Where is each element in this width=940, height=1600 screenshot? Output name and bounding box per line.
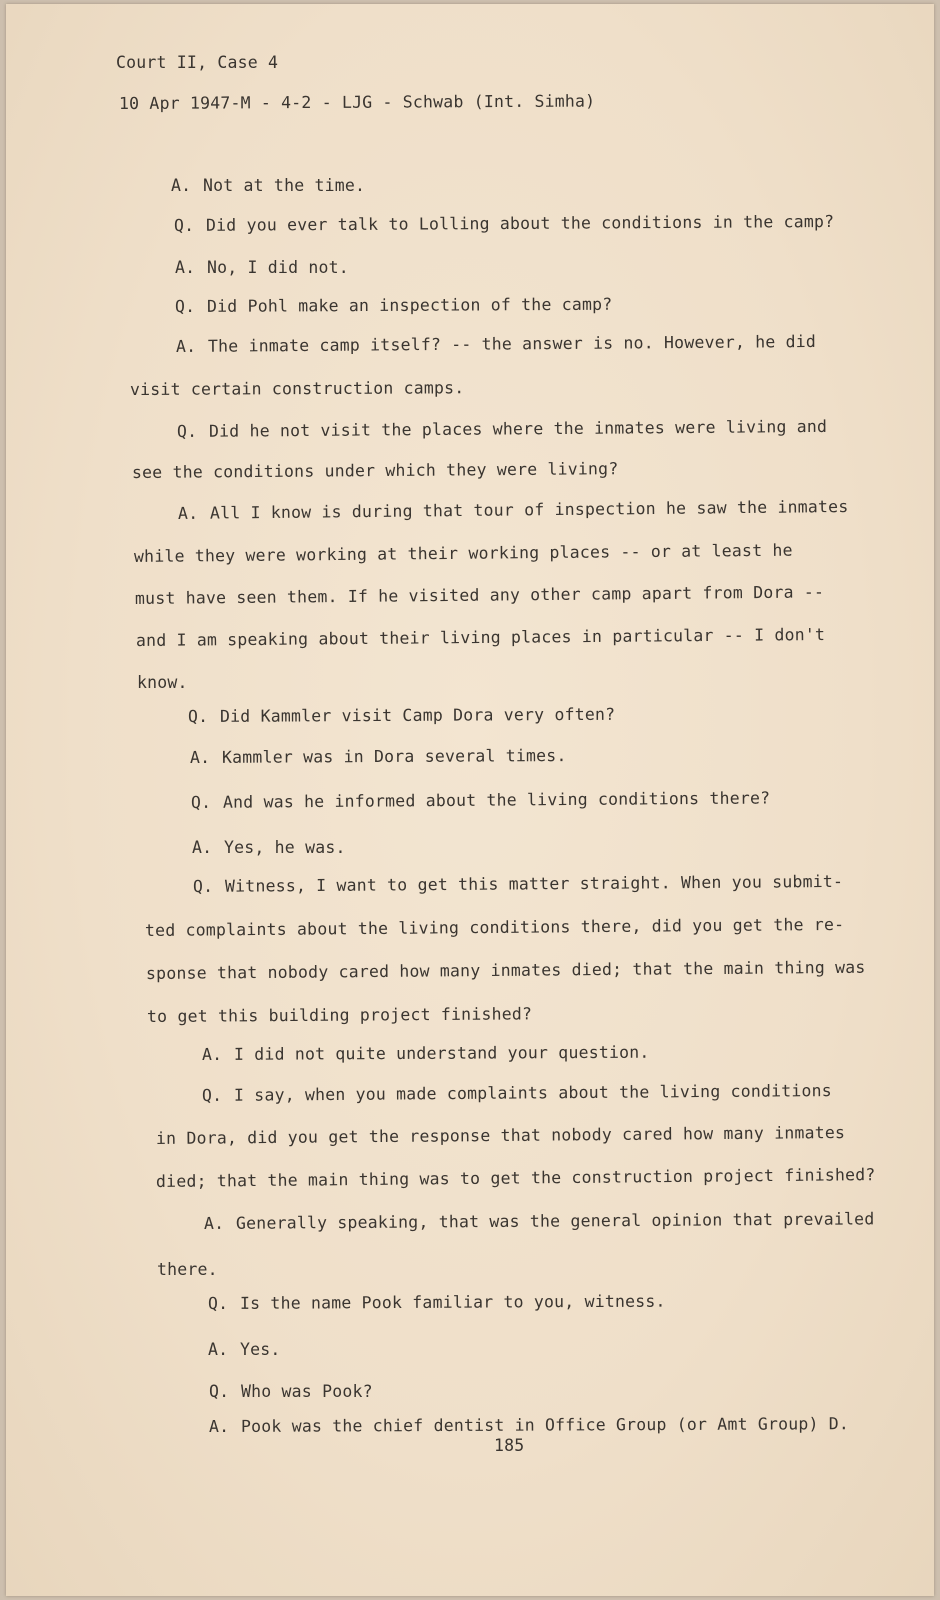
utterance-text: Generally speaking, that was the general opinion that prevailed bbox=[235, 1209, 875, 1233]
speaker-label: A. bbox=[208, 1416, 230, 1436]
answer-line bbox=[202, 1043, 650, 1064]
utterance-text: Did Kammler visit Camp Dora very often? bbox=[219, 704, 616, 726]
question-line bbox=[191, 788, 770, 812]
speaker-label: A. bbox=[189, 747, 211, 767]
speaker-label: Q. bbox=[209, 1382, 230, 1401]
answer-line bbox=[176, 332, 816, 356]
question-line bbox=[175, 295, 612, 316]
utterance-text: Yes. bbox=[240, 1340, 281, 1359]
speaker-label: A. bbox=[192, 838, 213, 857]
speaker-label: A. bbox=[175, 336, 197, 356]
answer-line bbox=[208, 1340, 281, 1359]
utterance-text: Who was Pook? bbox=[241, 1382, 373, 1401]
utterance-text: Pook was the chief dentist in Office Group (or Amt Group) D. bbox=[240, 1414, 850, 1436]
utterance-text: No, I did not. bbox=[207, 258, 349, 277]
continuation-line: see the conditions under which they were living? bbox=[131, 459, 619, 482]
utterance-text: I say, when you made complaints about the living conditions bbox=[233, 1081, 832, 1105]
question-line bbox=[193, 872, 843, 896]
continuation-line: to get this building project finished? bbox=[146, 1004, 533, 1026]
question-line bbox=[208, 1292, 666, 1313]
answer-line bbox=[171, 176, 365, 195]
continuation-line: sponse that nobody cared how many inmates died; that the main thing was bbox=[145, 957, 866, 983]
continuation-line: there. bbox=[157, 1260, 218, 1279]
speaker-label: Q. bbox=[192, 876, 214, 896]
utterance-text: Is the name Pook familiar to you, witness. bbox=[239, 1291, 666, 1313]
question-line bbox=[177, 417, 827, 441]
utterance-text: I did not quite understand your question. bbox=[233, 1042, 650, 1064]
speaker-label: Q. bbox=[201, 1085, 223, 1105]
answer-line bbox=[178, 497, 849, 523]
speaker-label: A. bbox=[208, 1340, 229, 1359]
utterance-text: Yes, he was. bbox=[224, 838, 346, 857]
continuation-line: and I am speaking about their living places in particular -- I don't bbox=[135, 624, 826, 650]
utterance-text: All I know is during that tour of inspection he saw the inmates bbox=[209, 496, 849, 523]
answer-line bbox=[204, 1209, 875, 1233]
utterance-text: Not at the time. bbox=[203, 176, 366, 195]
continuation-line: while they were working at their working places -- or at least he bbox=[133, 540, 793, 566]
continuation-line: ted complaints about the living conditions there, did you get the re- bbox=[144, 914, 845, 940]
speaker-label: A. bbox=[177, 503, 199, 523]
speaker-label: Q. bbox=[174, 296, 196, 316]
speaker-label: Q. bbox=[176, 421, 198, 441]
utterance-text: Did you ever talk to Lolling about the conditions in the camp? bbox=[205, 211, 835, 235]
continuation-line: know. bbox=[137, 673, 188, 692]
speaker-label: A. bbox=[201, 1044, 223, 1064]
speaker-label: A. bbox=[171, 176, 192, 195]
utterance-text: Did Pohl make an inspection of the camp? bbox=[206, 294, 613, 316]
header-session: 10 Apr 1947-M - 4-2 - LJG - Schwab (Int. Simha) bbox=[118, 91, 596, 113]
speaker-label: A. bbox=[203, 1213, 225, 1233]
answer-line bbox=[175, 258, 349, 277]
header-court: Court II, Case 4 bbox=[116, 53, 279, 72]
speaker-label: Q. bbox=[173, 215, 195, 235]
speaker-label: A. bbox=[175, 258, 196, 277]
continuation-line: died; that the main thing was to get the construction project finished? bbox=[155, 1165, 876, 1191]
answer-line bbox=[209, 1414, 849, 1436]
speaker-label: Q. bbox=[190, 792, 212, 812]
answer-line bbox=[190, 746, 567, 767]
continuation-line: visit certain construction camps. bbox=[129, 378, 465, 399]
question-line bbox=[209, 1382, 373, 1401]
speaker-label: Q. bbox=[207, 1293, 229, 1313]
speaker-label: Q. bbox=[187, 706, 209, 726]
continuation-line: must have seen them. If he visited any other camp apart from Dora -- bbox=[134, 582, 825, 608]
document-page bbox=[6, 4, 934, 1596]
continuation-line: in Dora, did you get the response that nobody cared how many inmates bbox=[155, 1122, 846, 1148]
question-line bbox=[202, 1081, 832, 1105]
answer-line bbox=[192, 838, 346, 857]
question-line bbox=[188, 705, 615, 726]
question-line bbox=[174, 212, 834, 235]
page-number: 185 bbox=[494, 1436, 525, 1455]
utterance-text: Witness, I want to get this matter straight. When you submit- bbox=[224, 871, 844, 896]
utterance-text: The inmate camp itself? -- the answer is no. However, he did bbox=[207, 331, 817, 356]
utterance-text: Did he not visit the places where the inmates were living and bbox=[208, 416, 828, 441]
utterance-text: Kammler was in Dora several times. bbox=[221, 746, 567, 767]
utterance-text: And was he informed about the living conditions there? bbox=[222, 788, 771, 812]
